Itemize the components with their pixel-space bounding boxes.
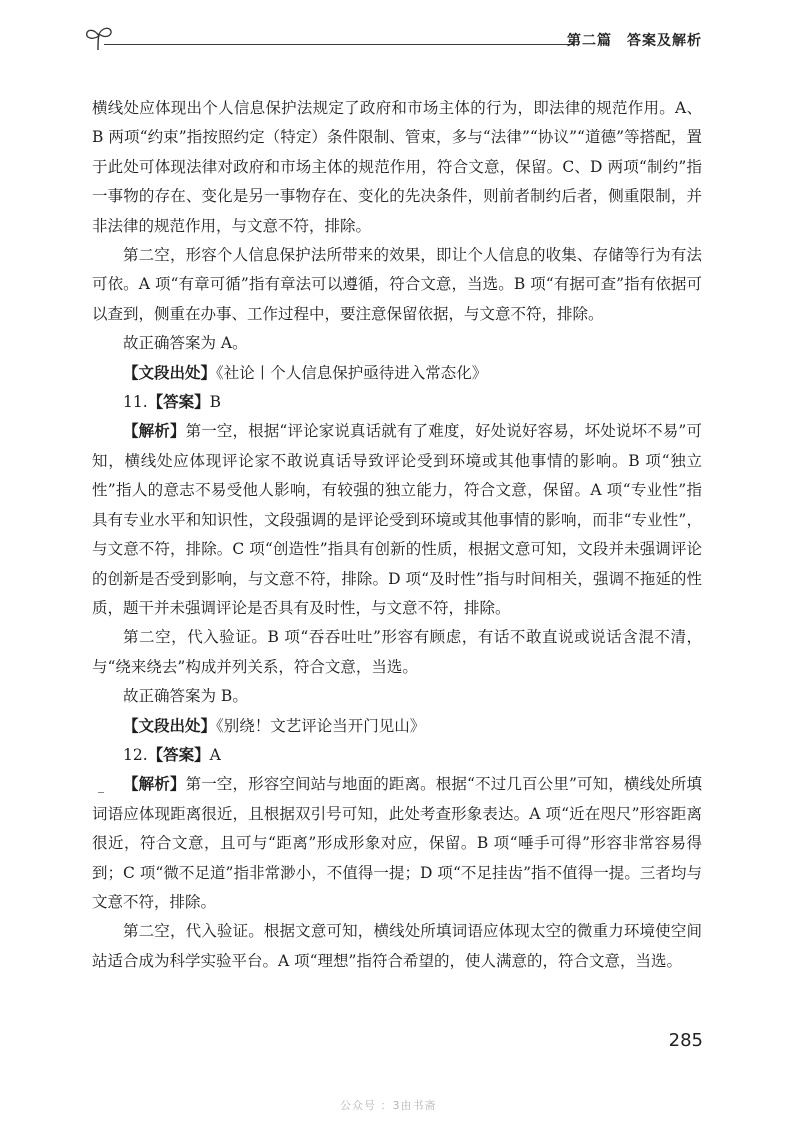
analysis-paragraph: 【解析】第一空，根据“评论家说真话就有了难度，好处说好容易，坏处说坏不易”可知，横线处应体现评论家不敢说真话导致评论受到环境或其他事情的影响。B 项“独立性”指人的意志不易受他人影响，有较强的独立能力，符合文意，保留。A 项“专业性”指具有专业水平和知识性，文段强调的是评论受到环境或其他事情的影响，而非“专业性”，与文意不符，排除。C 项“创造性”指具有创新的性质，根据文意可知，文段并未强调评论的创新是否受到影响，与文意不符，排除。D 项“及时性”指与时间相关，强调不拖延的性质，题干并未强调评论是否具有及时性，与文意不符，排除。 [92, 422, 702, 617]
answer-tag: 【答案】 [147, 393, 210, 412]
source-tag: 【文段出处】 [123, 363, 217, 382]
paragraph: 第二空，代入验证。根据文意可知，横线处所填词语应体现太空的微重力环境使空间站适合成为科学实验平台。A 项“理想”指符合希望的，使人满意的，符合文意，当选。 [92, 922, 702, 970]
answer-tag: 【答案】 [147, 745, 210, 764]
watermark: 公众号 ：3由书斋 [340, 1099, 437, 1112]
source-line: 【文段出处】《社论丨个人信息保护亟待进入常态化》 [123, 363, 488, 382]
header-rule [104, 44, 574, 45]
page-number: 285 [668, 1030, 703, 1051]
page-header [82, 24, 702, 58]
correct-answer-line: 故正确答案为 B。 [123, 687, 248, 706]
question-11-answer: 11.【答案】B [123, 393, 222, 412]
margin-mark [98, 792, 104, 793]
analysis-tag: 【解析】 [123, 775, 186, 794]
question-12-answer: 12.【答案】A [123, 745, 221, 764]
chapter-title: 第二篇 答案及解析 [567, 33, 702, 49]
paragraph: 第二空，形容个人信息保护法所带来的效果，即让个人信息的收集、存储等行为有法可依。A 项“有章可循”指有章法可以遵循，符合文意，当选。B 项“有据可查”指有依据可以查到，侧重在办事、工作过程中，要注意保留依据，与文意不符，排除。 [92, 246, 702, 323]
analysis-tag: 【解析】 [123, 422, 186, 441]
paragraph: 第二空，代入验证。B 项“吞吞吐吐”形容有顾虑，有话不敢直说或说话含混不清，与“绕来绕去”构成并列关系，符合文意，当选。 [92, 628, 702, 676]
paragraph-continuation: 横线处应体现出个人信息保护法规定了政府和市场主体的行为，即法律的规范作用。A、B 两项“约束”指按照约定（特定）条件限制、管束，多与“法律”“协议”“道德”等搭配，置于此处可体现法律对政府和市场主体的规范作用，符合文意，保留。C、D 两项“制约”指一事物的存在、变化是另一事物存在、变化的先决条件，则前者制约后者，侧重限制，并非法律的规范作用，与文意不符，排除。 [92, 99, 702, 235]
analysis-paragraph: 【解析】第一空，形容空间站与地面的距离。根据“不过几百公里”可知，横线处所填词语应体现距离很近，且根据双引号可知，此处考查形象表达。A 项“近在咫尺”形容距离很近，符合文意，且可与“距离”形成形象对应，保留。B 项“唾手可得”形容非常容易得到；C 项“微不足道”指非常渺小，不值得一提；D 项“不足挂齿”指不值得一提。三者均与文意不符，排除。 [92, 775, 702, 911]
answer-explanation-body [92, 94, 702, 976]
source-line: 【文段出处】《别绕！文艺评论当开门见山》 [123, 716, 426, 735]
sprout-icon [82, 24, 118, 54]
source-tag: 【文段出处】 [123, 716, 217, 735]
correct-answer-line: 故正确答案为 A。 [123, 334, 248, 353]
